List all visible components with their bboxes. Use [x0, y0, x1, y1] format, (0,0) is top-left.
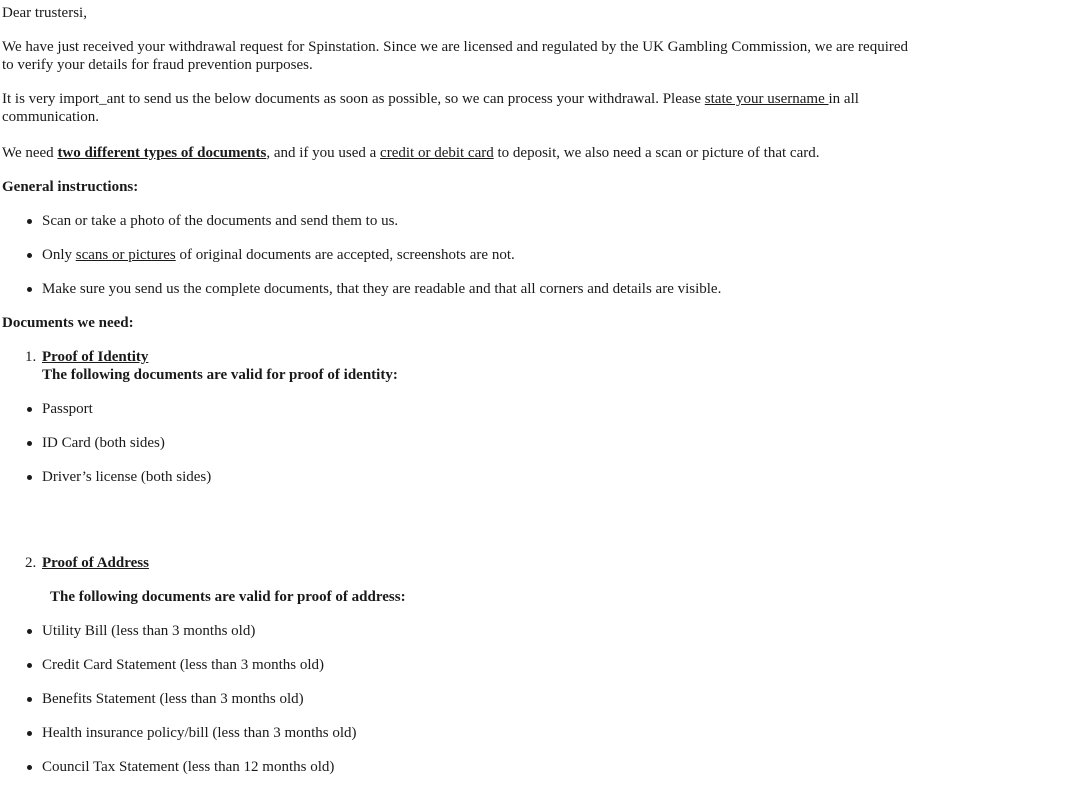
bullet-icon — [27, 663, 32, 668]
credit-debit-card-link[interactable]: credit or debit card — [380, 145, 494, 161]
scans-or-pictures-link[interactable]: scans or pictures — [75, 247, 176, 263]
bullet-icon — [27, 441, 32, 446]
documents-needed-heading: Documents we need: — [2, 315, 134, 331]
greeting: Dear trustersi, — [2, 5, 87, 21]
bullet-icon — [27, 629, 32, 634]
intro-p2-text: It is very import_ant to send us the below documents as soon as possible, so we can process your withdrawal. Please — [2, 91, 705, 107]
list-item-text: Driver’s license (both sides) — [42, 469, 212, 485]
general-instructions-heading: General instructions: — [2, 179, 139, 195]
two-documents-emphasis: two different types of documents — [57, 145, 267, 161]
bullet-icon — [27, 475, 32, 480]
intro-p2-end: in all communication. — [2, 91, 859, 125]
list-item-text: Make sure you send us the complete documents, that they are readable and that all corners and details are visible. — [42, 281, 722, 297]
list-item-text: Credit Card Statement (less than 3 months old) — [42, 657, 325, 673]
list-item-text: Benefits Statement (less than 3 months old) — [42, 691, 304, 707]
bullet-icon — [27, 765, 32, 770]
bullet-icon — [27, 287, 32, 292]
intro-paragraph-3 — [2, 144, 819, 162]
list-item-text: Council Tax Statement (less than 12 months old) — [42, 759, 335, 775]
list-item-text — [42, 246, 515, 264]
address-subheading: The following documents are valid for proof of address: — [50, 589, 406, 605]
item2-end: of original documents are accepted, screenshots are not. — [175, 247, 515, 263]
list-item-text: Health insurance policy/bill (less than 3 months old) — [42, 725, 357, 741]
intro-p3-end: to deposit, we also need a scan or picture of that card. — [493, 145, 820, 161]
proof-of-identity-title: Proof of Identity — [42, 349, 149, 365]
proof-of-address-title: Proof of Address — [42, 555, 149, 571]
address-number: 2. — [25, 555, 37, 571]
bullet-icon — [27, 731, 32, 736]
intro-paragraph-1: We have just received your withdrawal request for Spinstation. Since we are licensed and regulated by the UK Gambling Commission, we are required to verify your details for fraud prevention purposes. — [2, 39, 909, 73]
identity-subheading: The following documents are valid for proof of identity: — [42, 367, 398, 383]
list-item-text: Utility Bill (less than 3 months old) — [42, 623, 256, 639]
intro-paragraph-2 — [2, 90, 922, 126]
bullet-icon — [27, 219, 32, 224]
intro-p3-mid: , and if you used a — [266, 145, 381, 161]
bullet-icon — [27, 697, 32, 702]
bullet-icon — [27, 253, 32, 258]
list-item-text: ID Card (both sides) — [42, 435, 165, 451]
item2-text: Only — [42, 247, 76, 263]
identity-number: 1. — [25, 349, 37, 365]
list-item-text: Scan or take a photo of the documents and send them to us. — [42, 213, 399, 229]
bullet-icon — [27, 407, 32, 412]
state-username-link[interactable]: state your username — [704, 91, 829, 107]
list-item-text: Passport — [42, 401, 93, 417]
intro-p3-text: We need — [2, 145, 58, 161]
